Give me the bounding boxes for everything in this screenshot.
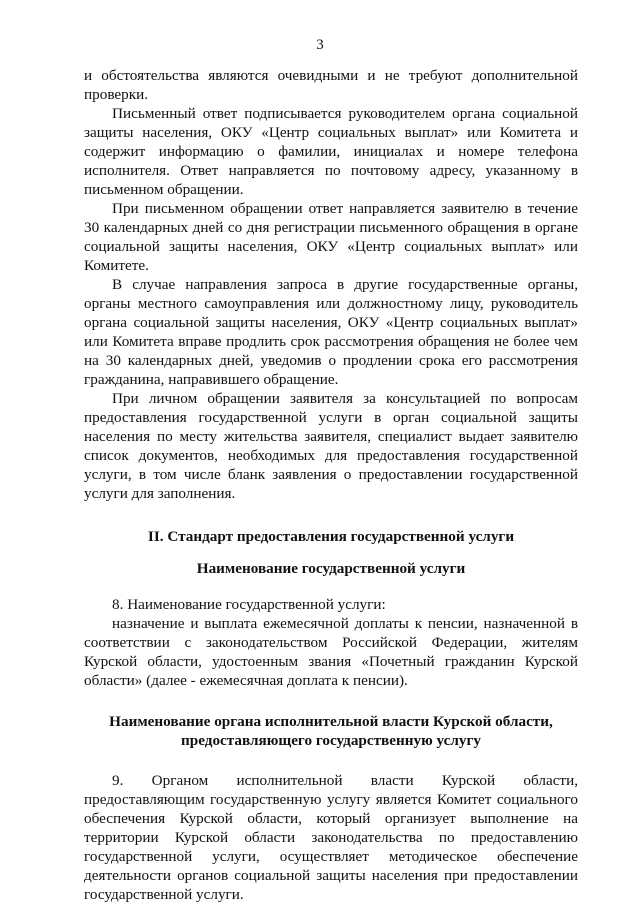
paragraph-written-reply-deadline: При письменном обращении ответ направляется заявителю в течение 30 календарных дней со дня регистрации письменного обращения в органе социальной защиты населения, ОКУ «Центр социальных выплат» или Комитете. [84, 200, 578, 274]
subsection-organ-title [84, 712, 578, 750]
paragraph-continuation: и обстоятельства являются очевидными и не требуют дополнительной проверки. [84, 67, 578, 103]
item-9: 9. Органом исполнительной власти Курской области, предоставляющим государственную услугу является Комитет социального обеспечения Курской области, который организует выполнение на территории Курской области законодательства по предоставлению государственной услуги, осуществляет методическое обеспечение деятельности органов социальной защиты населения при предоставлении государственной услуги. [84, 772, 578, 903]
subsection-service-name-title: Наименование государственной услуги [196, 560, 466, 577]
page-number: 3 [316, 37, 324, 53]
document-body [84, 66, 578, 904]
section-title: II. Стандарт предоставления государственной услуги [147, 528, 515, 545]
item-8-lead: 8. Наименование государственной услуги: [112, 596, 386, 613]
subsection-organ-title-line-2: предоставляющего государственную услугу [181, 732, 481, 749]
paragraph-deadline-extension: В случае направления запроса в другие государственные органы, органы местного самоуправления или должностному лицу, руководитель органа социальной защиты населения, ОКУ «Центр социальных выплат» или Комитета вправе продлить срок рассмотрения обращения не более чем на 30 календарных дней, уведомив о продлении срока его рассмотрения гражданина, направившего обращение. [84, 276, 578, 388]
subsection-organ-title-line-1: Наименование органа исполнительной власти Курской области, [109, 713, 553, 730]
paragraph-written-reply-signature: Письменный ответ подписывается руководителем органа социальной защиты населения, ОКУ «Центр социальных выплат» или Комитета и содержит информацию о фамилии, инициалах и номере телефона исполнителя. Ответ направляется по почтовому адресу, указанному в письменном обращении. [84, 105, 578, 198]
paragraph-personal-consultation: При личном обращении заявителя за консультацией по вопросам предоставления государственной услуги в орган социальной защиты населения по месту жительства заявителя, специалист выдает заявителю список документов, необходимых для предоставления государственной услуги, в том числе бланк заявления о предоставлении государственной услуги для заполнения. [84, 390, 578, 502]
item-8-body: назначение и выплата ежемесячной доплаты к пенсии, назначенной в соответствии с законодательством Российской Федерации, жителям Курской области, удостоенным звания «Почетный гражданин Курской области» (далее - ежемесячная доплата к пенсии). [84, 615, 578, 689]
